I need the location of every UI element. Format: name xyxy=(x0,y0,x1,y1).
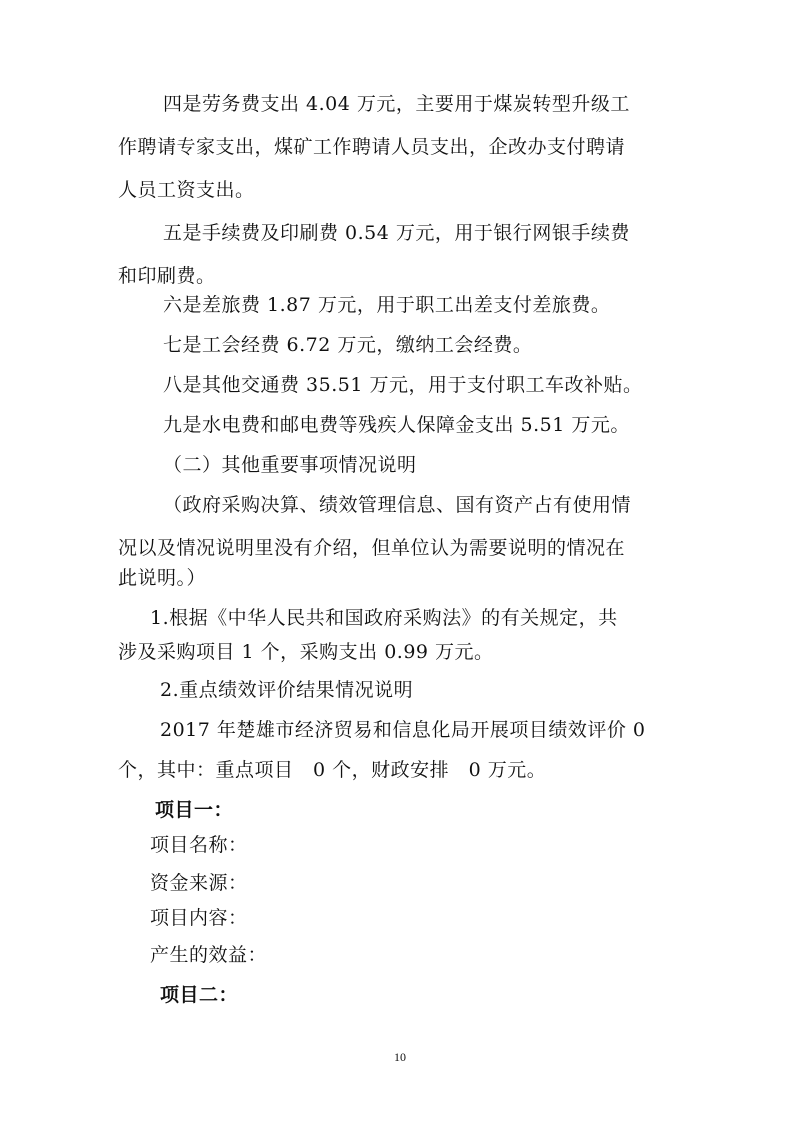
project-heading: 项目一： xyxy=(155,799,234,821)
text-line: 七是工会经费 6.72 万元，缴纳工会经费。 xyxy=(163,334,533,356)
text-line: 五是手续费及印刷费 0.54 万元，用于银行网银手续费 xyxy=(163,222,630,244)
text-line: 八是其他交通费 35.51 万元，用于支付职工车改补贴。 xyxy=(163,374,643,396)
text-line: 九是水电费和邮电费等残疾人保障金支出 5.51 万元。 xyxy=(163,414,630,436)
text-line: 个，其中：重点项目 0 个，财政安排 0 万元。 xyxy=(118,759,547,781)
project-field-label: 产生的效益： xyxy=(150,944,268,966)
text-line: 况以及情况说明里没有介绍，但单位认为需要说明的情况在 xyxy=(118,537,626,559)
subsection-heading: 2.重点绩效评价结果情况说明 xyxy=(160,679,414,701)
section-heading: （二）其他重要事项情况说明 xyxy=(163,454,417,476)
page-number: 10 xyxy=(394,1050,406,1064)
text-line: （政府采购决算、绩效管理信息、国有资产占有使用情 xyxy=(163,494,632,516)
text-line: 六是差旅费 1.87 万元，用于职工出差支付差旅费。 xyxy=(163,294,611,316)
text-line: 2017 年楚雄市经济贸易和信息化局开展项目绩效评价 0 xyxy=(160,719,646,741)
project-field-label: 项目名称： xyxy=(150,834,248,856)
text-line: 四是劳务费支出 4.04 万元，主要用于煤炭转型升级工 xyxy=(163,93,630,115)
text-line: 人员工资支出。 xyxy=(118,179,255,201)
project-field-label: 资金来源： xyxy=(150,872,248,894)
project-field-label: 项目内容： xyxy=(150,907,248,929)
text-line: 此说明。） xyxy=(118,567,207,589)
text-line: 作聘请专家支出，煤矿工作聘请人员支出，企改办支付聘请 xyxy=(118,136,626,158)
text-line: 1.根据《中华人民共和国政府采购法》的有关规定，共 xyxy=(150,607,618,629)
project-heading: 项目二： xyxy=(160,984,239,1006)
text-line: 涉及采购项目 1 个，采购支出 0.99 万元。 xyxy=(118,641,494,663)
text-line: 和印刷费。 xyxy=(118,265,216,287)
